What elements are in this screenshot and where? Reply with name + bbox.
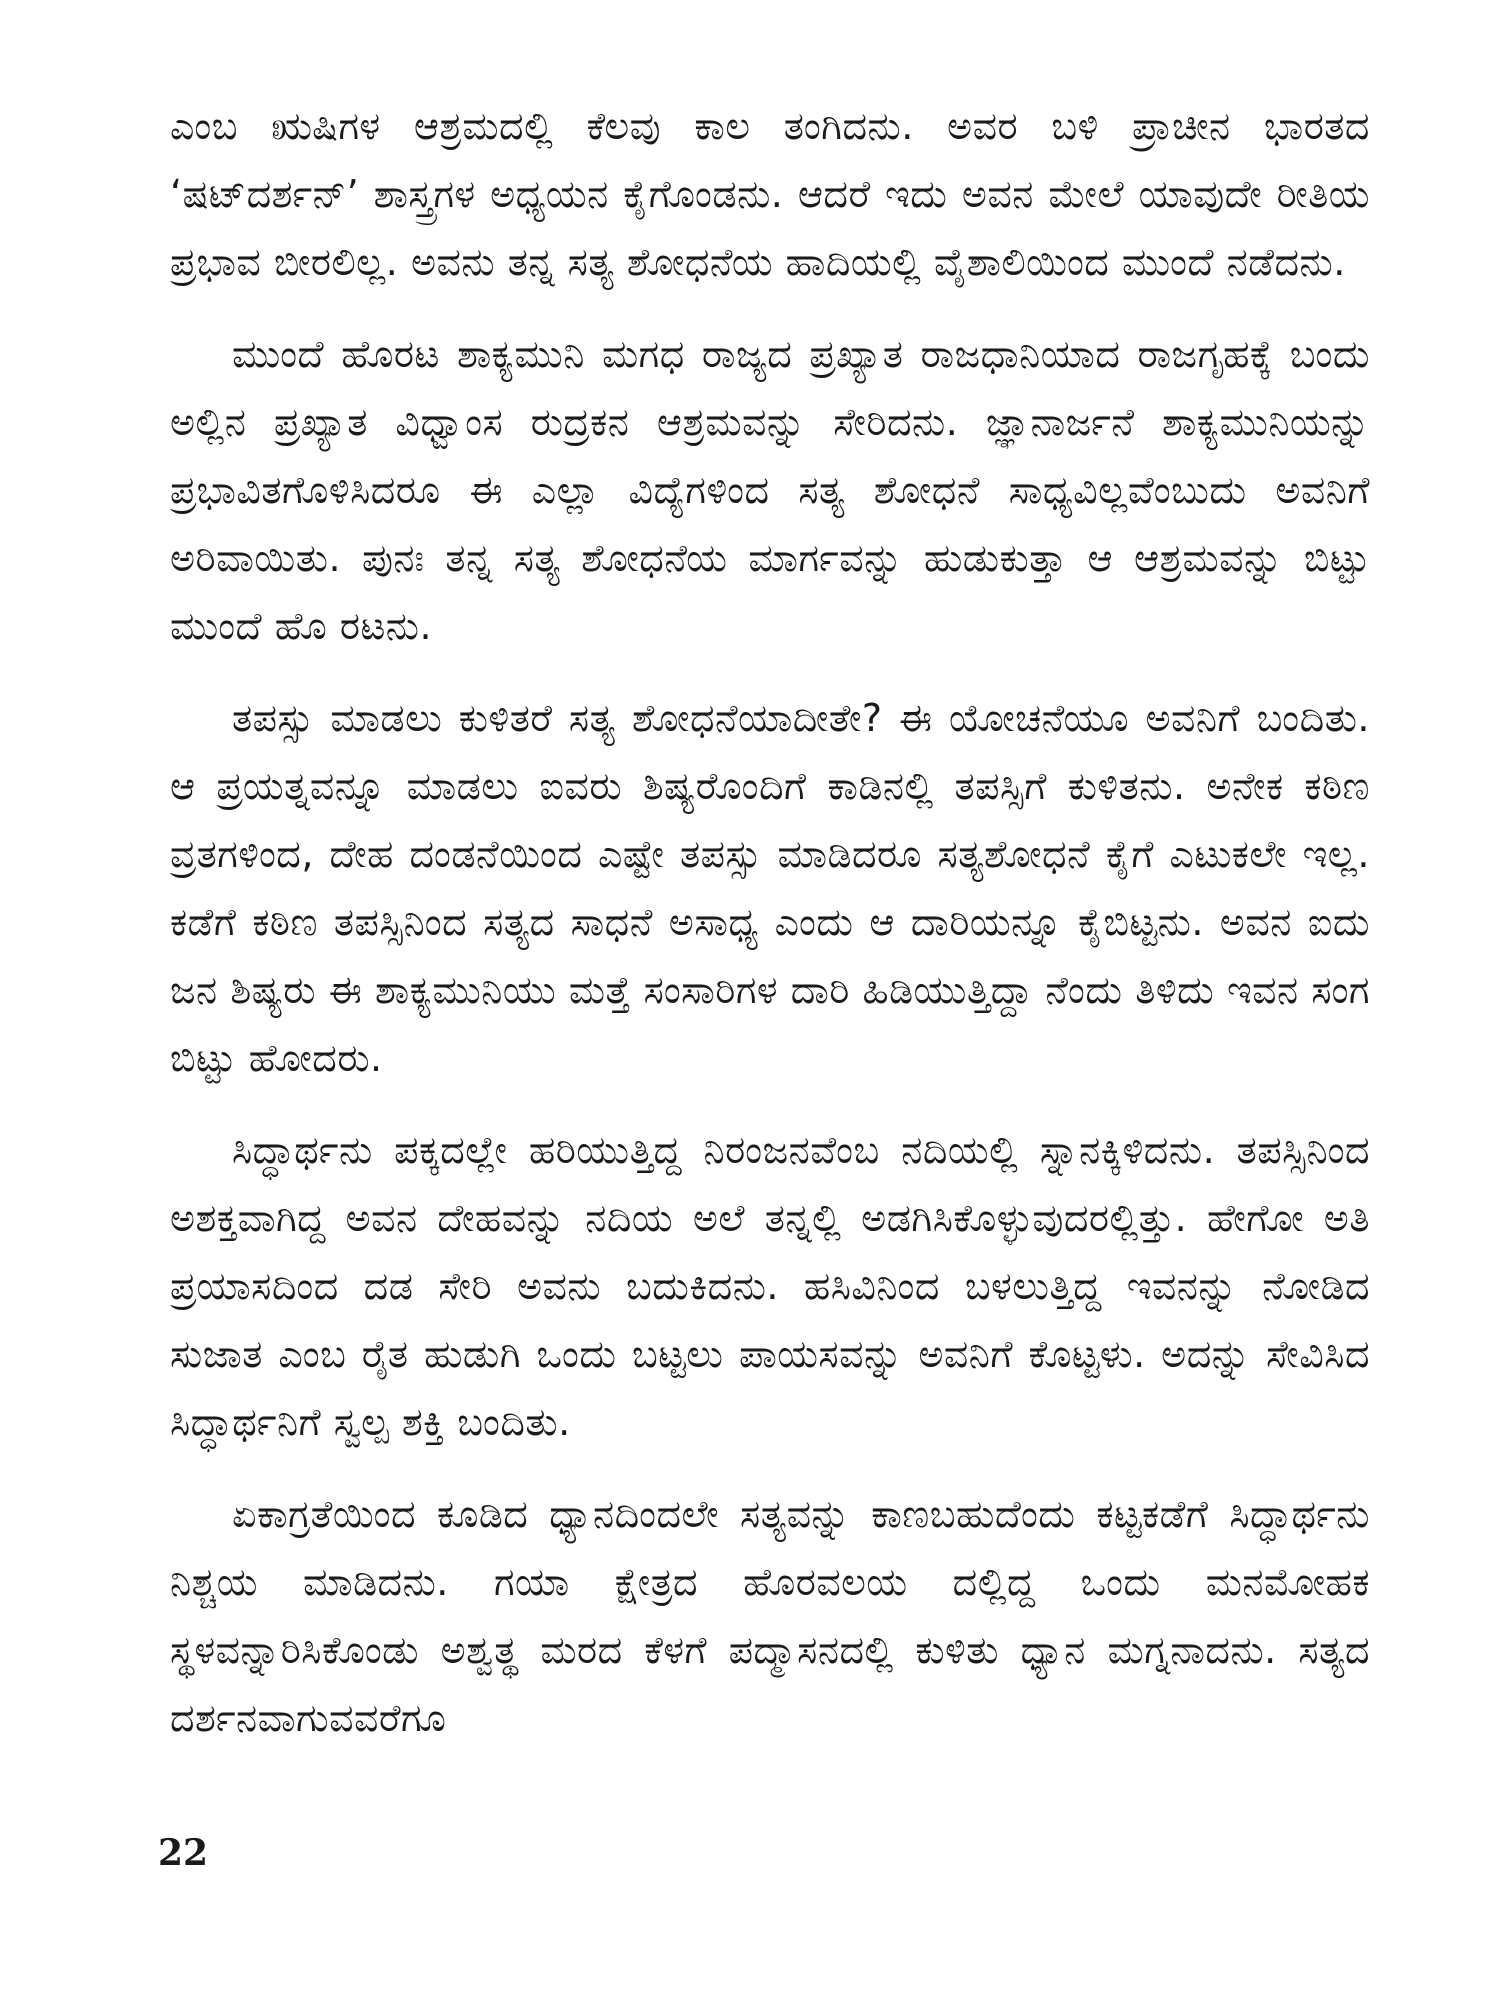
paragraph-5: ಏಕಾಗ್ರತೆಯಿಂದ ಕೂಡಿದ ಧ್ಯಾನದಿಂದಲೇ ಸತ್ಯವನ್ನು ಕಾಣಬಹುದೆಂದು ಕಟ್ಟಕಡೆಗೆ ಸಿದ್ಧಾರ್ಥನು ನಿಶ್ಚಯ ಮಾಡಿದನು. ಗಯಾ ಕ್ಷೇತ್ರದ ಹೊರವಲಯ ದಲ್ಲಿದ್ದ ಒಂದು ಮನಮೋಹಕ ಸ್ಥಳವನ್ನಾರಿಸಿಕೊಂಡು ಅಶ್ವತ್ಥ ಮರದ ಕೆಳಗೆ ಪದ್ಮಾಸನದಲ್ಲಿ ಕುಳಿತು ಧ್ಯಾನ ಮಗ್ನನಾದನು. ಸತ್ಯದ ದರ್ಶನವಾಗುವವರೆಗೂ (170, 1492, 1370, 1740)
paragraph-2: ಮುಂದೆ ಹೊರಟ ಶಾಕ್ಯಮುನಿ ಮಗಧ ರಾಜ್ಯದ ಪ್ರಖ್ಯಾತ ರಾಜಧಾನಿಯಾದ ರಾಜಗೃಹಕ್ಕೆ ಬಂದು ಅಲ್ಲಿನ ಪ್ರಖ್ಯಾತ ವಿಧ್ವಾಂಸ ರುದ್ರಕನ ಆಶ್ರಮವನ್ನು ಸೇರಿದನು. ಜ್ಞಾನಾರ್ಜನೆ ಶಾಕ್ಯಮುನಿಯನ್ನು ಪ್ರಭಾವಿತಗೊಳಿಸಿದರೂ ಈ ಎಲ್ಲಾ ವಿದ್ಯೆಗಳಿಂದ ಸತ್ಯ ಶೋಧನೆ ಸಾಧ್ಯವಿಲ್ಲವೆಂಬುದು ಅವನಿಗೆ ಅರಿವಾಯಿತು. ಪುನಃ ತನ್ನ ಸತ್ಯ ಶೋಧನೆಯ ಮಾರ್ಗವನ್ನು ಹುಡುಕುತ್ತಾ ಆ ಆಶ್ರಮವನ್ನು ಬಿಟ್ಟು ಮುಂದೆ ಹೊ ರಟನು. (170, 332, 1370, 648)
paragraph-4: ಸಿದ್ಧಾರ್ಥನು ಪಕ್ಕದಲ್ಲೇ ಹರಿಯುತ್ತಿದ್ದ ನಿರಂಜನವೆಂಬ ನದಿಯಲ್ಲಿ ಸ್ನಾನಕ್ಕಿಳಿದನು. ತಪಸ್ಸಿನಿಂದ ಅಶಕ್ತವಾಗಿದ್ದ ಅವನ ದೇಹವನ್ನು ನದಿಯ ಅಲೆ ತನ್ನಲ್ಲಿ ಅಡಗಿಸಿಕೊಳ್ಳುವುದರಲ್ಲಿತ್ತು. ಹೇಗೋ ಅತಿ ಪ್ರಯಾಸದಿಂದ ದಡ ಸೇರಿ ಅವನು ಬದುಕಿದನು. ಹಸಿವಿನಿಂದ ಬಳಲುತ್ತಿದ್ದ ಇವನನ್ನು ನೋಡಿದ ಸುಜಾತ ಎಂಬ ರೈತ ಹುಡುಗಿ ಒಂದು ಬಟ್ಟಲು ಪಾಯಸವನ್ನು ಅವನಿಗೆ ಕೊಟ್ಟಳು. ಅದನ್ನು ಸೇವಿಸಿದ ಸಿದ್ಧಾರ್ಥನಿಗೆ ಸ್ವಲ್ಪ ಶಕ್ತಿ ಬಂದಿತು. (170, 1128, 1370, 1444)
body-text (170, 92, 1370, 1776)
page-number: 22 (158, 1832, 209, 1874)
paragraph-3: ತಪಸ್ಸು ಮಾಡಲು ಕುಳಿತರೆ ಸತ್ಯ ಶೋಧನೆಯಾದೀತೇ? ಈ ಯೋಚನೆಯೂ ಅವನಿಗೆ ಬಂದಿತು. ಆ ಪ್ರಯತ್ನವನ್ನೂ ಮಾಡಲು ಐವರು ಶಿಷ್ಯರೊಂದಿಗೆ ಕಾಡಿನಲ್ಲಿ ತಪಸ್ಸಿಗೆ ಕುಳಿತನು. ಅನೇಕ ಕಠಿಣ ವ್ರತಗಳಿಂದ, ದೇಹ ದಂಡನೆಯಿಂದ ಎಷ್ಟೇ ತಪಸ್ಸು ಮಾಡಿದರೂ ಸತ್ಯಶೋಧನೆ ಕೈಗೆ ಎಟುಕಲೇ ಇಲ್ಲ. ಕಡೆಗೆ ಕಠಿಣ ತಪಸ್ಸಿನಿಂದ ಸತ್ಯದ ಸಾಧನೆ ಅಸಾಧ್ಯ ಎಂದು ಆ ದಾರಿಯನ್ನೂ ಕೈಬಿಟ್ಟನು. ಅವನ ಐದು ಜನ ಶಿಷ್ಯರು ಈ ಶಾಕ್ಯಮುನಿಯು ಮತ್ತೆ ಸಂಸಾರಿಗಳ ದಾರಿ ಹಿಡಿಯುತ್ತಿದ್ದಾ ನೆಂದು ತಿಳಿದು ಇವನ ಸಂಗ ಬಿಟ್ಟು ಹೋದರು. (170, 696, 1370, 1080)
paragraph-1: ಎಂಬ ಋಷಿಗಳ ಆಶ್ರಮದಲ್ಲಿ ಕೆಲವು ಕಾಲ ತಂಗಿದನು. ಅವರ ಬಳಿ ಪ್ರಾಚೀನ ಭಾರತದ ‘ಷಟ್‌ದರ್ಶನ್’ ಶಾಸ್ತ್ರಗಳ ಅಧ್ಯಯನ ಕೈಗೊಂಡನು. ಆದರೆ ಇದು ಅವನ ಮೇಲೆ ಯಾವುದೇ ರೀತಿಯ ಪ್ರಭಾವ ಬೀರಲಿಲ್ಲ. ಅವನು ತನ್ನ ಸತ್ಯ ಶೋಧನೆಯ ಹಾದಿಯಲ್ಲಿ ವೈಶಾಲಿಯಿಂದ ಮುಂದೆ ನಡೆದನು. (170, 104, 1370, 284)
